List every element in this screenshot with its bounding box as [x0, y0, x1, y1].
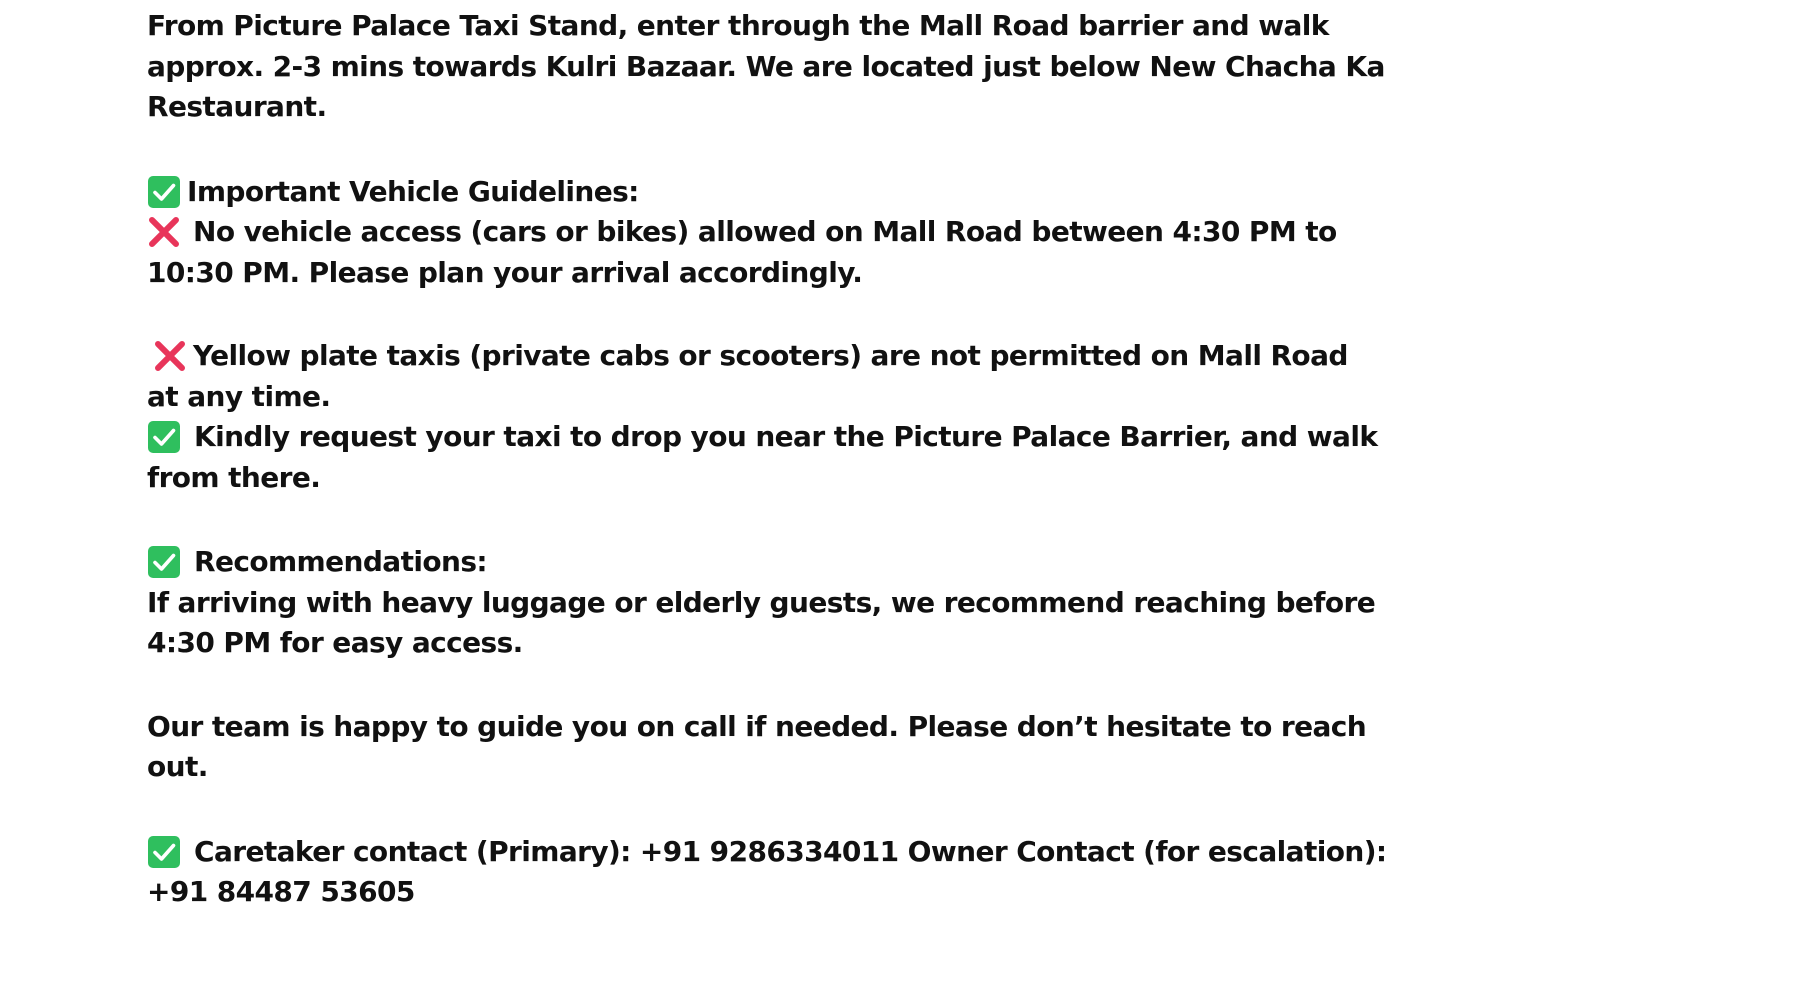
check-box-icon: [147, 545, 181, 579]
check-box-icon: [147, 420, 181, 454]
intro-line: Restaurant.: [147, 90, 327, 123]
guideline-rule-text: from there.: [147, 460, 321, 494]
contact-text: +91 84487 53605: [147, 875, 415, 908]
vehicle-guidelines-section: [147, 172, 1378, 499]
guideline-rule-text: Yellow plate taxis (private cabs or scooters) are not permitted on Mall Road: [193, 339, 1348, 372]
support-text: Our team is happy to guide you on call if needed. Please don’t hesitate to reach: [147, 709, 1367, 743]
intro-line: approx. 2-3 mins towards Kulri Bazaar. We are located just below New Chacha Ka: [147, 49, 1385, 83]
guideline-rule-text: 10:30 PM. Please plan your arrival accordingly.: [147, 255, 863, 289]
contact-row: [142, 832, 1387, 873]
guideline-rule-text: at any time.: [147, 379, 331, 413]
check-box-icon: [147, 835, 181, 869]
recommendations-heading-row: [142, 542, 1267, 583]
support-paragraph: [147, 707, 1367, 788]
guidelines-heading: Important Vehicle Guidelines:: [187, 174, 639, 208]
intro-paragraph: [147, 6, 1385, 128]
intro-line: From Picture Palace Taxi Stand, enter through the Mall Road barrier and walk: [147, 9, 1329, 42]
recommendations-text: 4:30 PM for easy access.: [147, 626, 523, 659]
document-body: [147, 6, 1387, 913]
guidelines-heading-row: [142, 172, 1267, 213]
recommendations-section: [147, 542, 1376, 664]
support-text: out.: [147, 750, 208, 783]
guideline-rule-text: Kindly request your taxi to drop you near the Picture Palace Barrier, and walk: [194, 420, 1378, 453]
guideline-rule-row: [142, 336, 1348, 377]
recommendations-heading: Recommendations:: [194, 545, 488, 578]
cross-icon: [153, 339, 187, 373]
guideline-rule-text: No vehicle access (cars or bikes) allowed on Mall Road between 4:30 PM to: [193, 215, 1337, 248]
guideline-rule-row: [142, 212, 1337, 253]
contact-section: [147, 832, 1387, 913]
guideline-rule-row: [142, 417, 1378, 458]
check-box-icon: [147, 175, 181, 209]
contact-text: Caretaker contact (Primary): +91 9286334011 Owner Contact (for escalation):: [194, 834, 1387, 868]
recommendations-text: If arriving with heavy luggage or elderly guests, we recommend reaching before: [147, 585, 1376, 619]
cross-icon: [147, 215, 181, 249]
